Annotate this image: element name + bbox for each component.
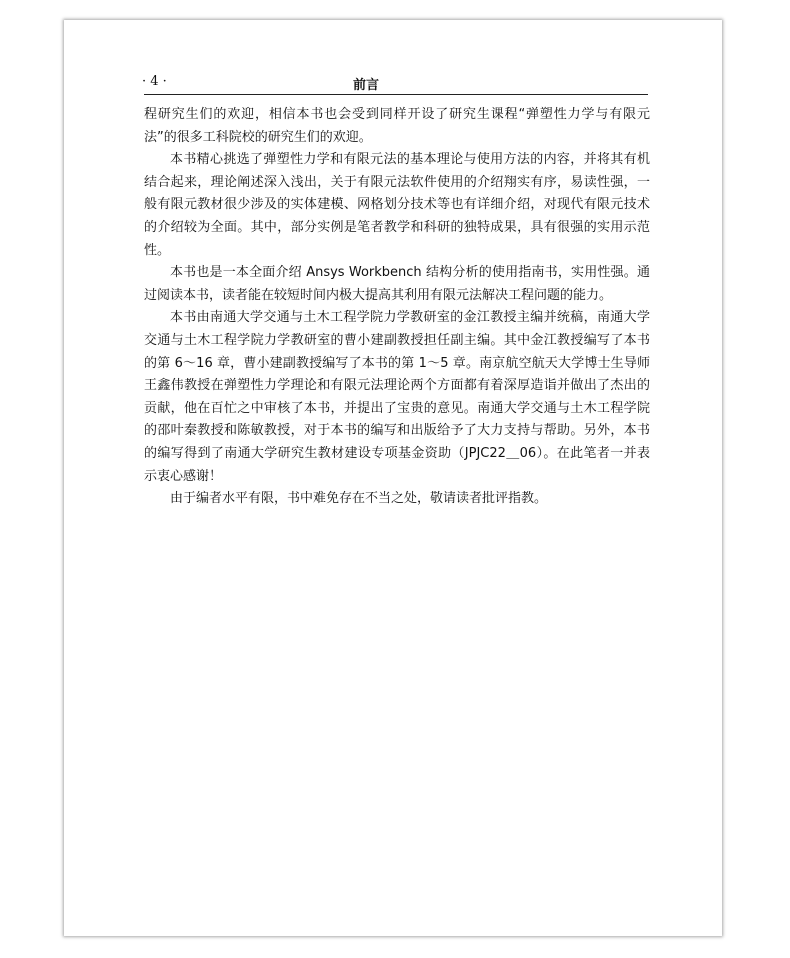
running-header: [82, 70, 650, 94]
header-rule: [144, 94, 648, 95]
chapter-title: 前言: [352, 78, 379, 93]
paragraph: 本书由南通大学交通与土木工程学院力学教研室的金江教授主编并统稿，南通大学交通与土木工程学院力学教研室的曹小建副教授担任副主编。其中金江教授编写了本书的第 6～16 章，曹小建副教授编写了本书的第 1～5 章。南京航空航天大学博士生导师王鑫伟教授在弹塑性力学理论和有限元法理论两个方面都有着深厚造诣并做出了杰出的贡献，他在百忙之中审核了本书，并提出了宝贵的意见。南通大学交通与土木工程学院的邵叶秦教授和陈敏教授，对于本书的编写和出版给予了大力支持与帮助。另外，本书的编写得到了南通大学研究生教材建设专项基金资助（JPJC22＿06）。在此笔者一并表示衷心感谢！: [144, 310, 650, 484]
paragraph-continuation: 程研究生们的欢迎，相信本书也会受到同样开设了研究生课程“弹塑性力学与有限元法”的很多工科院校的研究生们的欢迎。: [144, 107, 650, 145]
page-number: · 4 ·: [142, 74, 167, 89]
body-text: [144, 104, 650, 511]
paragraph: 本书精心挑选了弹塑性力学和有限元法的基本理论与使用方法的内容，并将其有机结合起来，理论阐述深入浅出，关于有限元法软件使用的介绍翔实有序，易读性强，一般有限元教材很少涉及的实体建模、网格划分技术等也有详细介绍，对现代有限元技术的介绍较为全面。其中，部分实例是笔者教学和科研的独特成果，具有很强的实用示范性。: [144, 152, 650, 258]
paragraph: 由于编者水平有限，书中难免存在不当之处，敬请读者批评指教。: [170, 491, 548, 507]
paragraph: 本书也是一本全面介绍 Ansys Workbench 结构分析的使用指南书，实用性强。通过阅读本书，读者能在较短时间内极大提高其利用有限元法解决工程问题的能力。: [144, 265, 650, 303]
